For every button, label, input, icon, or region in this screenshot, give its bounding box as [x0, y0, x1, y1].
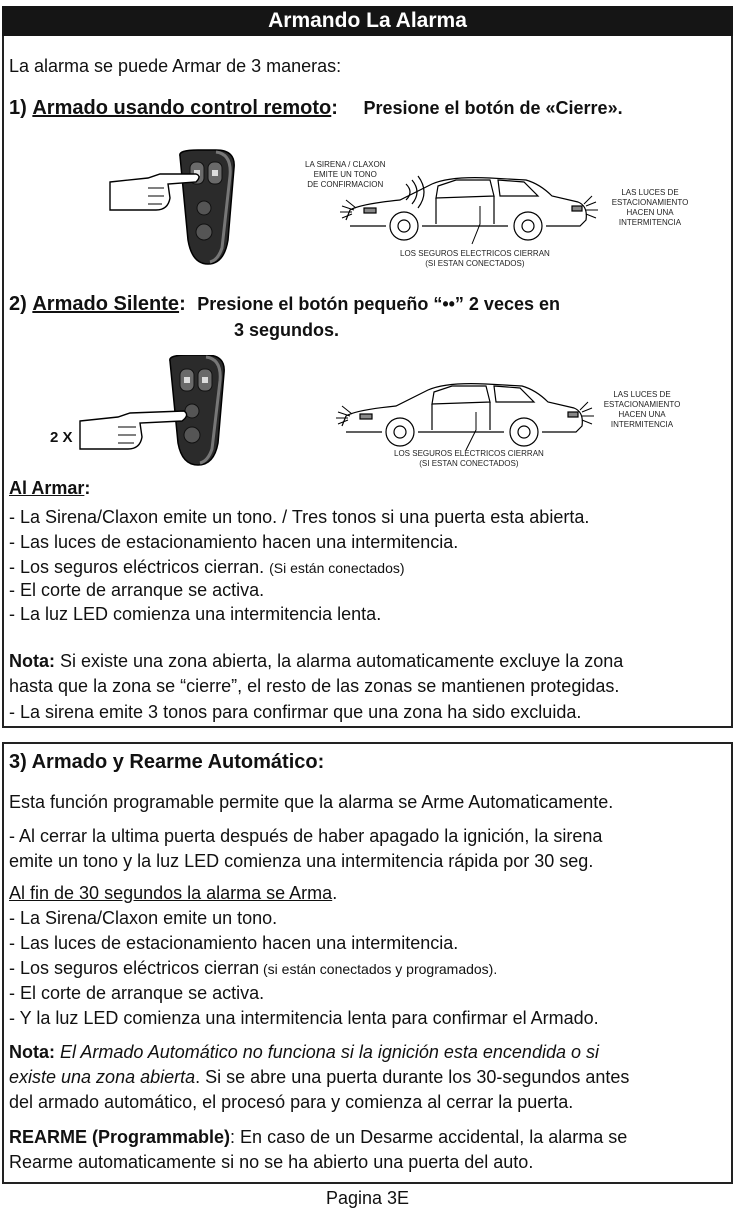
method3-item-3: [9, 958, 497, 979]
remote-fob-icon: [170, 355, 224, 465]
method2-colon: :: [179, 293, 186, 315]
method3-item-3-text: - Los seguros eléctricos cierran: [9, 958, 260, 978]
method3-end-text: Al fin de 30 segundos la alarma se Arma: [9, 883, 333, 903]
arming-item-5: - La luz LED comienza una intermitencia lenta.: [9, 604, 382, 624]
note1-line3: - La sirena emite 3 tonos para confirmar que una zona ha sido excluida.: [9, 702, 582, 722]
rearm-label: REARME (Programmable): [9, 1127, 231, 1147]
method3-end-period: .: [332, 883, 338, 903]
method2-number: 2): [9, 293, 27, 315]
method3-item-2: - Las luces de estacionamiento hacen una intermitencia.: [9, 933, 459, 953]
method3-end-line: [9, 883, 337, 903]
arming-item-3: [9, 557, 405, 578]
lights2-line4: INTERMITENCIA: [610, 420, 674, 429]
rearm-text: : En caso de un Desarme accidental, la alarma se: [230, 1127, 628, 1147]
arming-heading: [9, 478, 90, 498]
locks-label-2: [394, 449, 544, 469]
lights1-line4: INTERMITENCIA: [618, 218, 682, 227]
method3-bullet-line1: - Al cerrar la ultima puerta después de haber apagado la ignición, la sirena: [9, 826, 603, 846]
lights1-line3: HACEN UNA: [626, 208, 674, 217]
rearm-line1: [9, 1127, 627, 1147]
method3-item-3-note: (si están conectados y programados).: [259, 961, 498, 977]
press-count-label: 2 X: [50, 429, 73, 446]
arming-heading-text: Al Armar: [9, 478, 85, 498]
lights1-line2: ESTACIONAMIENTO: [611, 198, 689, 207]
method3-item-5: - Y la luz LED comienza una intermitencia lenta para confirmar el Armado.: [9, 1008, 599, 1028]
lights2-line3: HACEN UNA: [618, 410, 666, 419]
method3-item-4: - El corte de arranque se activa.: [9, 983, 265, 1003]
remote-fob-icon: [180, 150, 234, 264]
method2-title: Armado Silente: [32, 293, 180, 315]
arming-item-3-note: (Si están conectados): [269, 560, 405, 576]
arming-item-3-text: - Los seguros eléctricos cierran.: [9, 557, 265, 577]
method3-note-italic-2: existe una zona abierta: [9, 1067, 196, 1087]
siren-label-line2: EMITE UN TONO: [313, 170, 377, 179]
arming-item-4: - El corte de arranque se activa.: [9, 580, 265, 600]
siren-label-line3: DE CONFIRMACION: [307, 180, 384, 189]
rearm-line2: Rearme automaticamente si no se ha abierto una puerta del auto.: [9, 1152, 534, 1172]
remote-press-illustration: [108, 148, 248, 266]
method1-colon: :: [331, 97, 338, 119]
method1-instruction: Presione el botón de «Cierre».: [363, 98, 623, 118]
method1-title: Armado usando control remoto: [32, 97, 332, 119]
method3-title: 3) Armado y Rearme Automático:: [9, 751, 325, 773]
method3-note-line1: [9, 1042, 599, 1062]
note1-line2: hasta que la zona se “cierre”, el resto de las zonas se mantienen protegidas.: [9, 676, 620, 696]
lights-label-1: [605, 188, 695, 228]
method3-note-italic-1: El Armado Automático no funciona si la ignición esta encendida o si: [55, 1042, 599, 1062]
lights2-line2: ESTACIONAMIENTO: [603, 400, 681, 409]
method2-instruction-line2: 3 segundos.: [234, 320, 340, 340]
method3-item-1: - La Sirena/Claxon emite un tono.: [9, 908, 278, 928]
locks1-line1: LOS SEGUROS ELECTRICOS CIERRAN: [400, 249, 550, 258]
locks2-line1: LOS SEGUROS ELECTRICOS CIERRAN: [394, 449, 544, 458]
method3-note-rest-2: . Si se abre una puerta durante los 30-segundos antes: [195, 1067, 630, 1087]
lights-label-2: [597, 390, 687, 430]
locks2-line2: (SI ESTAN CONECTADOS): [419, 459, 519, 468]
method2-heading: [9, 292, 560, 316]
intro-text: La alarma se puede Armar de 3 maneras:: [9, 56, 342, 76]
method1-number: 1): [9, 97, 27, 119]
method3-description: Esta función programable permite que la alarma se Arme Automaticamente.: [9, 792, 614, 812]
page-title: Armando La Alarma: [2, 6, 733, 36]
method3-note-line2: [9, 1067, 629, 1087]
car-illustration-silent: [336, 372, 596, 454]
note1-label: Nota:: [9, 651, 55, 671]
locks-label-1: [400, 249, 550, 269]
arming-item-2: - Las luces de estacionamiento hacen una intermitencia.: [9, 532, 459, 552]
method2-instruction-line1: Presione el botón pequeño “••” 2 veces en: [197, 294, 560, 314]
siren-label: [305, 160, 385, 190]
lights1-line1: LAS LUCES DE: [621, 188, 679, 197]
note1-line1-text: Si existe una zona abierta, la alarma automaticamente excluye la zona: [55, 651, 624, 671]
method3-note-line3: del armado automático, el procesó para y comienza al cerrar la puerta.: [9, 1092, 574, 1112]
locks1-line2: (SI ESTAN CONECTADOS): [425, 259, 525, 268]
siren-label-line1: LA SIRENA / CLAXON: [305, 160, 386, 169]
hand-pointer-icon: [80, 411, 187, 449]
remote-double-press-illustration: [78, 355, 238, 467]
method3-note-label: Nota:: [9, 1042, 55, 1062]
lights2-line1: LAS LUCES DE: [613, 390, 671, 399]
note1-line1: [9, 651, 623, 671]
method3-bullet-line2: emite un tono y la luz LED comienza una intermitencia rápida por 30 seg.: [9, 851, 594, 871]
page-number: Pagina 3E: [325, 1188, 410, 1208]
arming-heading-colon: :: [84, 478, 91, 498]
method1-heading: [9, 96, 623, 120]
arming-item-1: - La Sirena/Claxon emite un tono. / Tres tonos si una puerta esta abierta.: [9, 507, 590, 527]
